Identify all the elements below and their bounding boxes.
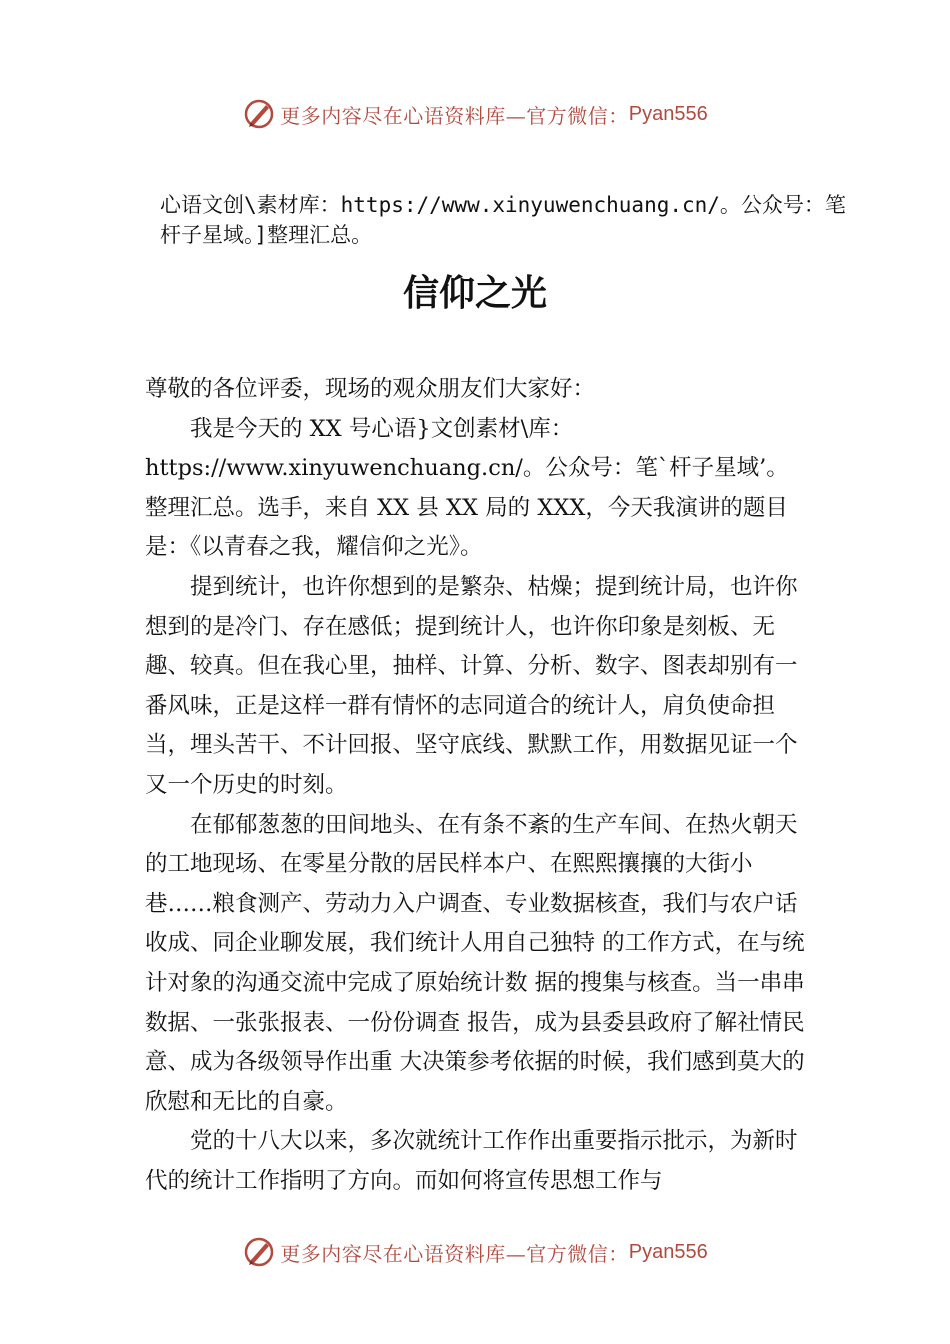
- pen-logo-icon: [242, 97, 276, 131]
- footer-banner: [0, 1232, 950, 1272]
- paragraph-3: 在郁郁葱葱的田间地头、在有条不紊的生产车间、在热火朝天的工地现场、在零星分散的居民样本户、在熙熙攘攘的大街小巷……粮食测产、劳动力入户调查、专业数据核查，我们与农户话收成、同企业聊发展，我们统计人用自己独特 的工作方式，在与统计对象的沟通交流中完成了原始统计数 据的搜集与核查。当一串串数据、一张张报表、一份份调查 报告，成为县委县政府了解社情民意、成为各级领导作出重 大决策参考依据的时候，我们感到莫大的欣慰和无比的自豪。: [145, 811, 805, 1115]
- source-note: 心语文创\素材库：https://www.xinyuwenchuang.cn/。公众号：笔杆子星域。]整理汇总。: [160, 193, 846, 247]
- banner-text: 更多内容尽在心语资料库—官方微信：: [280, 103, 629, 128]
- banner-wechat-id: Pyan556: [628, 102, 708, 125]
- paragraph-4: 党的十八大以来，多次就统计工作作出重要指示批示，为新时代的统计工作指明了方向。而如何将宣传思想工作与: [145, 1128, 798, 1194]
- banner-wechat-id: Pyan556: [628, 1240, 708, 1263]
- paragraph-1: 我是今天的 XX 号心语}文创素材\库：https://www.xinyuwenchuang.cn/。公众号：笔`杆子星域’。整理汇总。选手，来自 XX 县 XX 局的 XXX，今天我演讲的题目是：《以青春之我，耀信仰之光》。: [145, 415, 789, 561]
- banner-text: 更多内容尽在心语资料库—官方微信：: [280, 1241, 629, 1266]
- greeting: 尊敬的各位评委，现场的观众朋友们大家好：: [145, 376, 596, 402]
- speech-body: [145, 370, 810, 1201]
- page-title: 信仰之光: [402, 273, 547, 314]
- pen-logo-icon: [242, 1235, 276, 1269]
- paragraph-2: 提到统计，也许你想到的是繁杂、枯燥；提到统计局，也许你想到的是冷门、存在感低；提到统计人，也许你印象是刻板、无趣、较真。但在我心里，抽样、计算、分析、数字、图表却别有一番风味，正是这样一群有情怀的志同道合的统计人，肩负使命担当，埋头苦干、不计回报、坚守底线、默默工作，用数据见证一个又一个历史的时刻。: [145, 573, 798, 798]
- header-banner: [0, 94, 950, 134]
